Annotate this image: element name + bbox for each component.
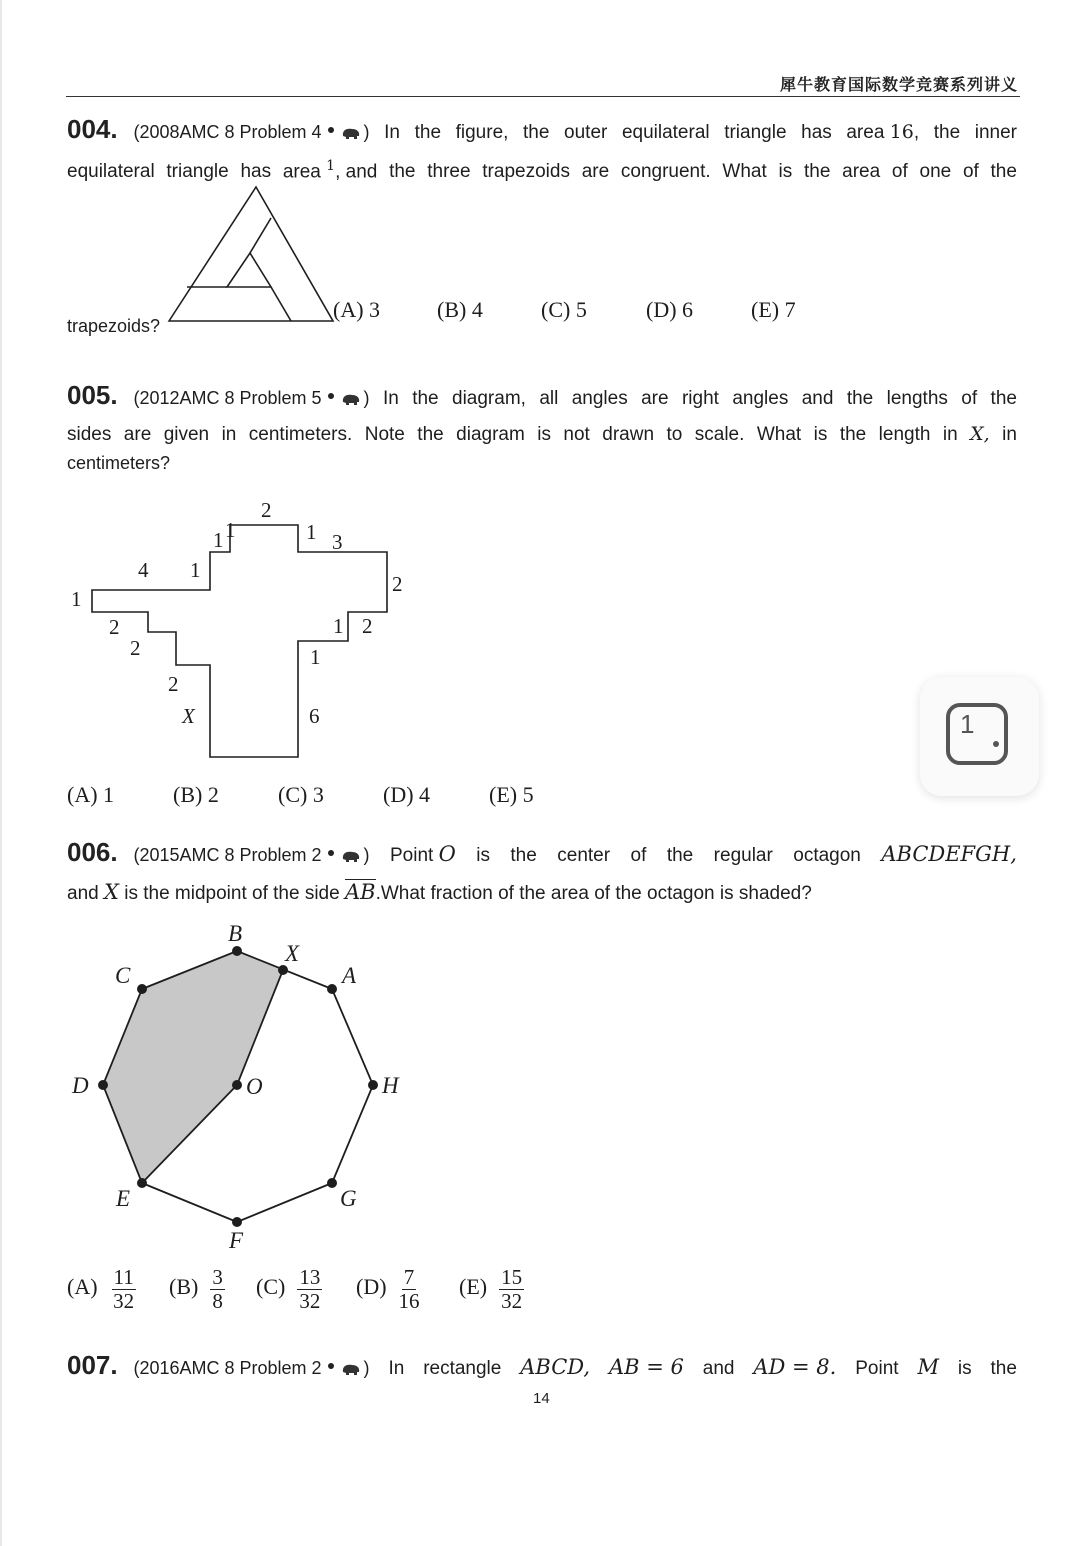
- choice-label: (E): [459, 1274, 488, 1300]
- word: the: [839, 424, 867, 445]
- p005-line2: [67, 423, 1017, 446]
- word: angles: [571, 388, 628, 409]
- fraction: [297, 1266, 322, 1312]
- header-title: 犀牛教育国际数学竞赛系列讲义: [779, 77, 1018, 94]
- p005-choice-d[interactable]: (D) 4: [383, 782, 431, 807]
- word: the: [412, 388, 439, 409]
- word: area: [282, 161, 321, 183]
- p005-heading: [67, 380, 370, 411]
- trapezoid-edge: [271, 287, 291, 321]
- vertex-a: [327, 984, 337, 994]
- p004-number: 004.: [67, 114, 118, 144]
- word: area: [842, 161, 881, 183]
- word: has: [240, 161, 272, 183]
- var-o: O: [438, 842, 456, 866]
- word: triangle: [724, 122, 787, 143]
- p004-choice-e[interactable]: (E) 7: [751, 297, 796, 322]
- word: of: [891, 161, 908, 183]
- word: equilateral: [621, 122, 710, 143]
- choice-label: (C): [256, 1274, 286, 1300]
- label-e2: 2: [168, 672, 179, 696]
- word: length: [878, 424, 931, 445]
- p007-line1: [67, 1350, 1017, 1381]
- label-b2: 2: [130, 636, 141, 660]
- p007-number: 007.: [67, 1350, 118, 1380]
- word: the: [417, 424, 444, 445]
- word: of: [961, 388, 978, 409]
- word: in: [942, 424, 958, 445]
- label-r1: 1: [306, 520, 317, 544]
- word: the: [389, 161, 416, 183]
- label-g: G: [340, 1186, 357, 1211]
- word: not: [563, 424, 590, 445]
- word: outer: [564, 122, 608, 143]
- p004-paren: ): [363, 122, 370, 142]
- vertex-f: [232, 1217, 242, 1227]
- fraction: [499, 1266, 524, 1312]
- p005-source: (2012AMC 8 Problem 5: [133, 388, 322, 408]
- word: in: [1002, 424, 1017, 445]
- word: What: [756, 424, 802, 445]
- word: In: [382, 388, 399, 409]
- p004-area-outer-group: [846, 121, 919, 144]
- word: .What fraction of the area of the octagon is shaded?: [375, 883, 812, 904]
- numerator: 11: [113, 1265, 134, 1289]
- word: the: [414, 122, 442, 143]
- fraction: [210, 1266, 225, 1312]
- p004-choice-b[interactable]: (B) 4: [437, 297, 483, 322]
- label-f: F: [229, 1228, 244, 1253]
- label-c2: 2: [362, 614, 373, 638]
- label-four: 4: [138, 558, 149, 582]
- label-one: 1: [190, 558, 201, 582]
- p004-choice-d[interactable]: (D) 6: [646, 297, 694, 322]
- word: In: [384, 122, 400, 143]
- denominator: 32: [501, 1289, 523, 1314]
- p004-area-outer: 16: [889, 121, 914, 143]
- p006-choice-e[interactable]: [459, 1266, 524, 1312]
- label-r2: 2: [392, 572, 403, 596]
- denominator: 16: [398, 1289, 420, 1314]
- floating-page-button[interactable]: [920, 677, 1039, 796]
- p005-line1: [67, 380, 1017, 411]
- word: drawn: [602, 424, 655, 445]
- p004-choice-c[interactable]: (C) 5: [541, 297, 587, 322]
- word: the: [933, 122, 961, 143]
- word: given: [163, 424, 210, 445]
- word: What: [722, 161, 767, 183]
- fraction: [399, 1266, 420, 1312]
- p005-cross-figure: [60, 495, 420, 765]
- p006-choice-a[interactable]: [67, 1266, 136, 1312]
- word: octagon: [793, 845, 861, 866]
- p005-choice-e[interactable]: (E) 5: [489, 782, 534, 807]
- label-h: H: [382, 1073, 399, 1098]
- vertex-e: [137, 1178, 147, 1188]
- p006-choice-d[interactable]: [356, 1266, 420, 1312]
- var-x: X,: [970, 423, 990, 445]
- point-x: [278, 965, 288, 975]
- word: the: [846, 388, 874, 409]
- word: has: [801, 122, 832, 143]
- word: angles: [732, 388, 789, 409]
- bullet-icon: [328, 127, 334, 133]
- elephant-icon: [340, 849, 362, 863]
- word: regular: [713, 845, 773, 866]
- page-counter: 1: [960, 709, 975, 739]
- word: sides: [67, 424, 112, 445]
- p004-heading: [67, 114, 370, 145]
- side-ab: AB: [344, 880, 376, 904]
- word: lengths: [886, 388, 948, 409]
- denominator: 32: [113, 1289, 135, 1314]
- word: scale.: [694, 424, 745, 445]
- p004-tail: trapezoids?: [67, 316, 161, 336]
- word: are: [641, 388, 669, 409]
- p006-number: 006.: [67, 837, 118, 867]
- word: area: [846, 122, 885, 143]
- label-l1a: 1: [213, 528, 224, 552]
- p006-line1: [67, 837, 1017, 868]
- elephant-icon: [340, 126, 362, 140]
- word: of: [962, 161, 979, 183]
- trapezoid-edge: [250, 218, 271, 253]
- choice-label: (A): [67, 1274, 98, 1300]
- point-o: [232, 1080, 242, 1090]
- p006-line2: [67, 880, 812, 905]
- bullet-icon: [328, 850, 334, 856]
- p006-heading: [67, 837, 370, 868]
- p005-paren: ): [363, 388, 370, 408]
- p004-line1: [67, 114, 1017, 145]
- p007-paren: ): [363, 1358, 370, 1378]
- p004-choice-a[interactable]: (A) 3: [333, 297, 381, 322]
- label-o: O: [246, 1074, 263, 1099]
- p005-choice-c[interactable]: (C) 3: [278, 782, 324, 807]
- rect-name: ABCD,: [520, 1355, 591, 1379]
- page-number: 14: [533, 1390, 550, 1407]
- vertex-h: [368, 1080, 378, 1090]
- header-rule: [66, 96, 1020, 97]
- word: is: [778, 161, 793, 183]
- denominator: 8: [212, 1289, 223, 1314]
- word: is: [957, 1358, 972, 1379]
- word: the: [523, 122, 550, 143]
- word: Point: [389, 845, 434, 866]
- word: and: [67, 883, 99, 904]
- p006-octagon-figure: [60, 915, 440, 1255]
- denominator: 32: [299, 1289, 321, 1314]
- numerator: 13: [299, 1265, 321, 1289]
- word: of: [630, 845, 647, 866]
- word: ,: [913, 122, 920, 143]
- word: the: [990, 388, 1017, 409]
- bullet-icon: [328, 1363, 334, 1369]
- word: centimeters.: [248, 424, 353, 445]
- page-counter-icon: [946, 703, 1008, 765]
- p006-paren: ): [363, 845, 370, 865]
- eq-ad: AD = 8.: [753, 1355, 837, 1379]
- elephant-icon: [340, 1362, 362, 1376]
- octagon-name: ABCDEFGH,: [881, 842, 1017, 866]
- word: the: [990, 1358, 1017, 1379]
- label-c: C: [115, 963, 131, 988]
- vertex-b: [232, 946, 242, 956]
- p006-choice-c[interactable]: [256, 1266, 322, 1312]
- word: In: [388, 1358, 405, 1379]
- p004-source: (2008AMC 8 Problem 4: [133, 122, 322, 142]
- label-e: E: [116, 1186, 131, 1211]
- label-x: X: [285, 941, 300, 966]
- label-left1: 1: [71, 587, 82, 611]
- p005-choice-b[interactable]: (B) 2: [173, 782, 219, 807]
- word: , and: [335, 161, 378, 183]
- p006-source: (2015AMC 8 Problem 2: [133, 845, 322, 865]
- word: triangle: [166, 161, 229, 183]
- numerator: 3: [212, 1265, 223, 1289]
- p005-number: 005.: [67, 380, 118, 410]
- word: in: [221, 424, 237, 445]
- word: rectangle: [423, 1358, 502, 1379]
- p006-choice-b[interactable]: [169, 1266, 225, 1312]
- word: is the midpoint of the side: [124, 883, 340, 904]
- p004-area-inner-group: [283, 158, 378, 183]
- inner-triangle: [227, 253, 271, 287]
- word: Point: [855, 1358, 899, 1379]
- word: are: [581, 161, 610, 183]
- word: the: [666, 845, 694, 866]
- word: diagram: [456, 424, 525, 445]
- p005-line3: centimeters?: [67, 453, 171, 473]
- bullet-icon: [328, 393, 334, 399]
- word: diagram,: [452, 388, 526, 409]
- label-x: X: [182, 704, 195, 728]
- word: are: [123, 424, 152, 445]
- word: Note: [364, 424, 405, 445]
- label-r3: 3: [332, 530, 343, 554]
- word: all: [539, 388, 559, 409]
- word: the: [803, 161, 831, 183]
- p004-line2: [67, 158, 1017, 183]
- p007-source: (2016AMC 8 Problem 2: [133, 1358, 322, 1378]
- label-c1: 1: [333, 614, 344, 638]
- dot-icon: [993, 741, 999, 747]
- word: one: [919, 161, 952, 183]
- word: to: [666, 424, 683, 445]
- fraction: [112, 1266, 136, 1312]
- label-six: 6: [309, 704, 320, 728]
- elephant-icon: [340, 392, 362, 406]
- choice-label: (B): [169, 1274, 199, 1300]
- word: is: [813, 424, 828, 445]
- word: figure,: [455, 122, 509, 143]
- word: equilateral: [67, 161, 155, 183]
- label-a: A: [342, 963, 357, 988]
- numerator: 7: [403, 1265, 415, 1289]
- numerator: 15: [501, 1265, 523, 1289]
- p004-triangle-figure: [165, 183, 340, 325]
- word: inner: [974, 122, 1017, 143]
- word: right: [681, 388, 719, 409]
- label-a2: 2: [109, 615, 120, 639]
- word: is: [476, 845, 490, 866]
- p007-heading: [67, 1350, 370, 1381]
- vertex-c: [137, 984, 147, 994]
- word: and: [801, 388, 834, 409]
- page-edge: [0, 0, 2, 1546]
- word: congruent.: [620, 161, 711, 183]
- var-x: X: [103, 880, 119, 904]
- choice-label: (D): [356, 1274, 387, 1300]
- label-top: 2: [261, 498, 272, 522]
- p006-point-o: [390, 842, 456, 867]
- p004-area-inner: 1: [326, 158, 336, 174]
- eq-ab: AB = 6: [608, 1355, 684, 1379]
- word: the: [510, 845, 537, 866]
- word: and: [702, 1358, 735, 1379]
- vertex-d: [98, 1080, 108, 1090]
- label-b: B: [228, 921, 243, 946]
- label-d1: 1: [310, 645, 321, 669]
- vertex-g: [327, 1178, 337, 1188]
- word: is: [537, 424, 551, 445]
- word: three: [427, 161, 471, 183]
- p005-choice-a[interactable]: (A) 1: [67, 782, 115, 807]
- var-m: M: [917, 1355, 939, 1379]
- word: center: [557, 845, 611, 866]
- word: the: [990, 161, 1017, 183]
- label-l1b: 1: [225, 518, 236, 542]
- word: trapezoids: [482, 161, 570, 183]
- label-d: D: [72, 1073, 89, 1098]
